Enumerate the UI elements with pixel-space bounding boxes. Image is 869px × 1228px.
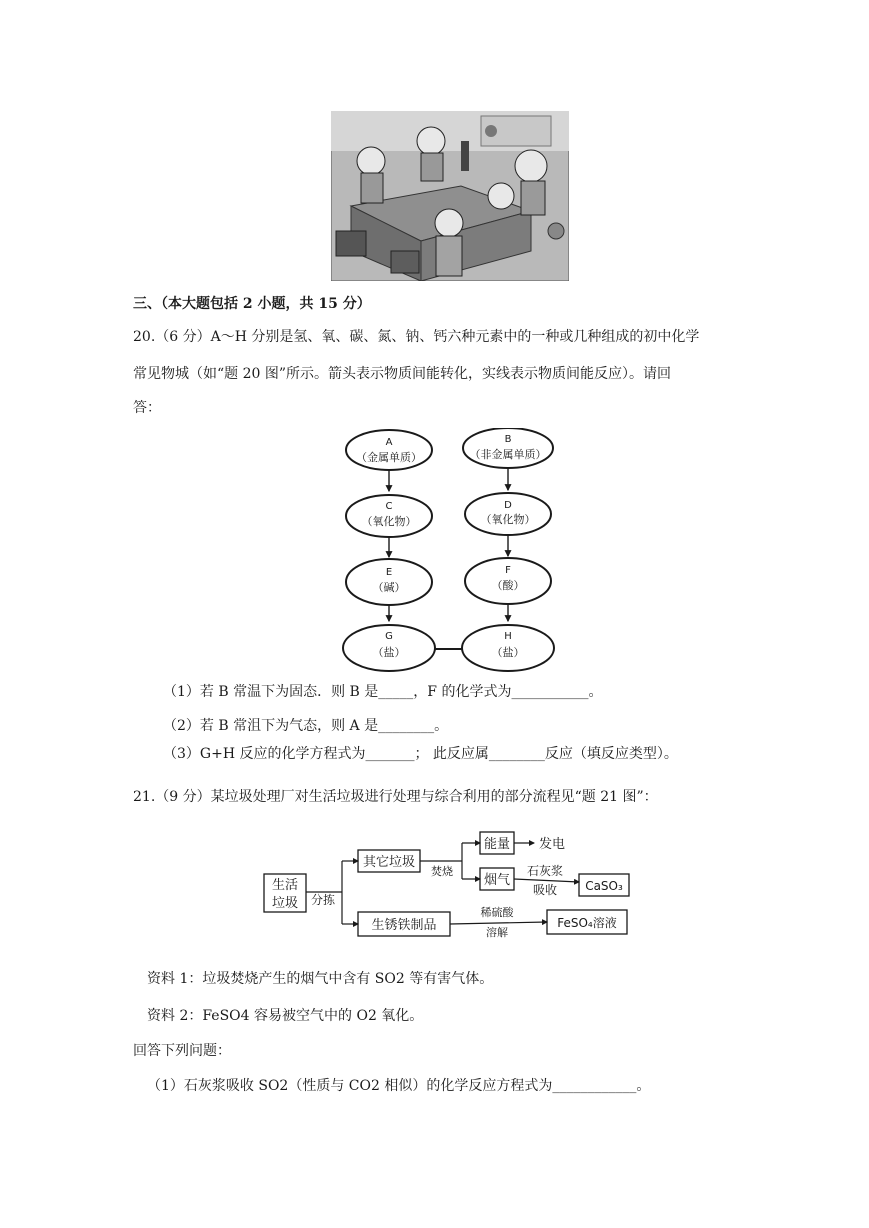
svg-text:B: B [504, 434, 512, 445]
q21-stem: 21.（9 分）某垃圾处理厂对生活垃圾进行处理与综合利用的部分流程见“题 21 图”： [133, 789, 658, 805]
svg-text:G: G [385, 631, 393, 642]
svg-text:F: F [505, 565, 511, 576]
q20-subquestion-2: （2）若 B 常沮下为气态，则 A 是________。 [163, 718, 449, 734]
q21-subquestion-1: （1）石灰浆吸收 SO2（性质与 CO2 相似）的化学反应方程式为____________。 [147, 1078, 651, 1094]
q20-stem-line2: 常见物城（如“题 20 图”所示。箭头表示物质间能转化，实线表示物质间能反应）。请回 [133, 366, 672, 382]
svg-text:吸收: 吸收 [532, 883, 558, 897]
q20-substance-diagram [340, 428, 560, 674]
q21-answer-prompt: 回答下列问题： [133, 1043, 231, 1059]
svg-text:垃圾: 垃圾 [271, 896, 299, 911]
node-g [343, 625, 435, 671]
node-e [346, 559, 432, 605]
svg-text:H: H [504, 631, 512, 642]
svg-text:（盐）: （盐） [372, 646, 406, 659]
svg-text:溶解: 溶解 [486, 926, 508, 939]
q20-subquestion-3: （3）G+H 反应的化学方程式为_______； 此反应属________反应（填反应类型）。 [163, 746, 678, 762]
q20-stem-line3: 答： [133, 400, 161, 416]
q21-info-2: 资料 2：FeSO4 容易被空气中的 O2 氧化。 [147, 1008, 424, 1024]
svg-text:（氧化物）: （氧化物） [480, 513, 536, 526]
node-c [346, 495, 432, 537]
svg-text:（金属单质）: （金属单质） [356, 451, 422, 464]
lab-cartoon-illustration [331, 111, 569, 281]
svg-text:生活: 生活 [271, 878, 299, 893]
svg-text:（酸）: （酸） [491, 579, 525, 592]
svg-text:发电: 发电 [538, 837, 566, 852]
svg-text:（盐）: （盐） [491, 646, 525, 659]
svg-text:其它垃圾: 其它垃圾 [362, 855, 416, 870]
node-f [465, 558, 551, 604]
svg-text:石灰浆: 石灰浆 [526, 864, 564, 878]
svg-text:能量: 能量 [483, 837, 511, 852]
node-b [463, 428, 553, 468]
svg-text:（非金属单质）: （非金属单质） [469, 448, 547, 461]
svg-text:C: C [385, 501, 393, 512]
svg-text:E: E [385, 567, 393, 578]
node-h [462, 625, 554, 671]
svg-text:分拣: 分拣 [310, 893, 336, 907]
svg-text:D: D [504, 500, 512, 511]
q20-subquestion-1: （1）若 B 常温下为固态．则 B 是_____，F 的化学式为___________。 [163, 684, 603, 700]
svg-text:焚烧: 焚烧 [431, 865, 453, 878]
svg-text:（氧化物）: （氧化物） [361, 515, 417, 528]
q20-stem-line1: 20.（6 分）A～H 分别是氢、氧、碳、氮、钠、钙六种元素中的一种或几种组成的初中化学 [133, 329, 700, 345]
q21-info-1: 资料 1：垃圾焚烧产生的烟气中含有 SO2 等有害气体。 [147, 971, 494, 987]
svg-text:A: A [385, 437, 393, 448]
svg-text:稀硫酸: 稀硫酸 [480, 906, 514, 919]
svg-text:（碱）: （碱） [372, 581, 406, 594]
q21-garbage-flowchart [262, 828, 634, 940]
svg-text:FeSO₄溶液: FeSO₄溶液 [557, 916, 617, 930]
svg-text:CaSO₃: CaSO₃ [585, 879, 623, 893]
svg-text:生锈铁制品: 生锈铁制品 [371, 918, 437, 933]
section-heading: 三、（本大题包括 2 小题，共 15 分） [133, 296, 371, 312]
svg-text:烟气: 烟气 [483, 873, 511, 888]
node-d [465, 493, 551, 535]
node-a [346, 430, 432, 470]
